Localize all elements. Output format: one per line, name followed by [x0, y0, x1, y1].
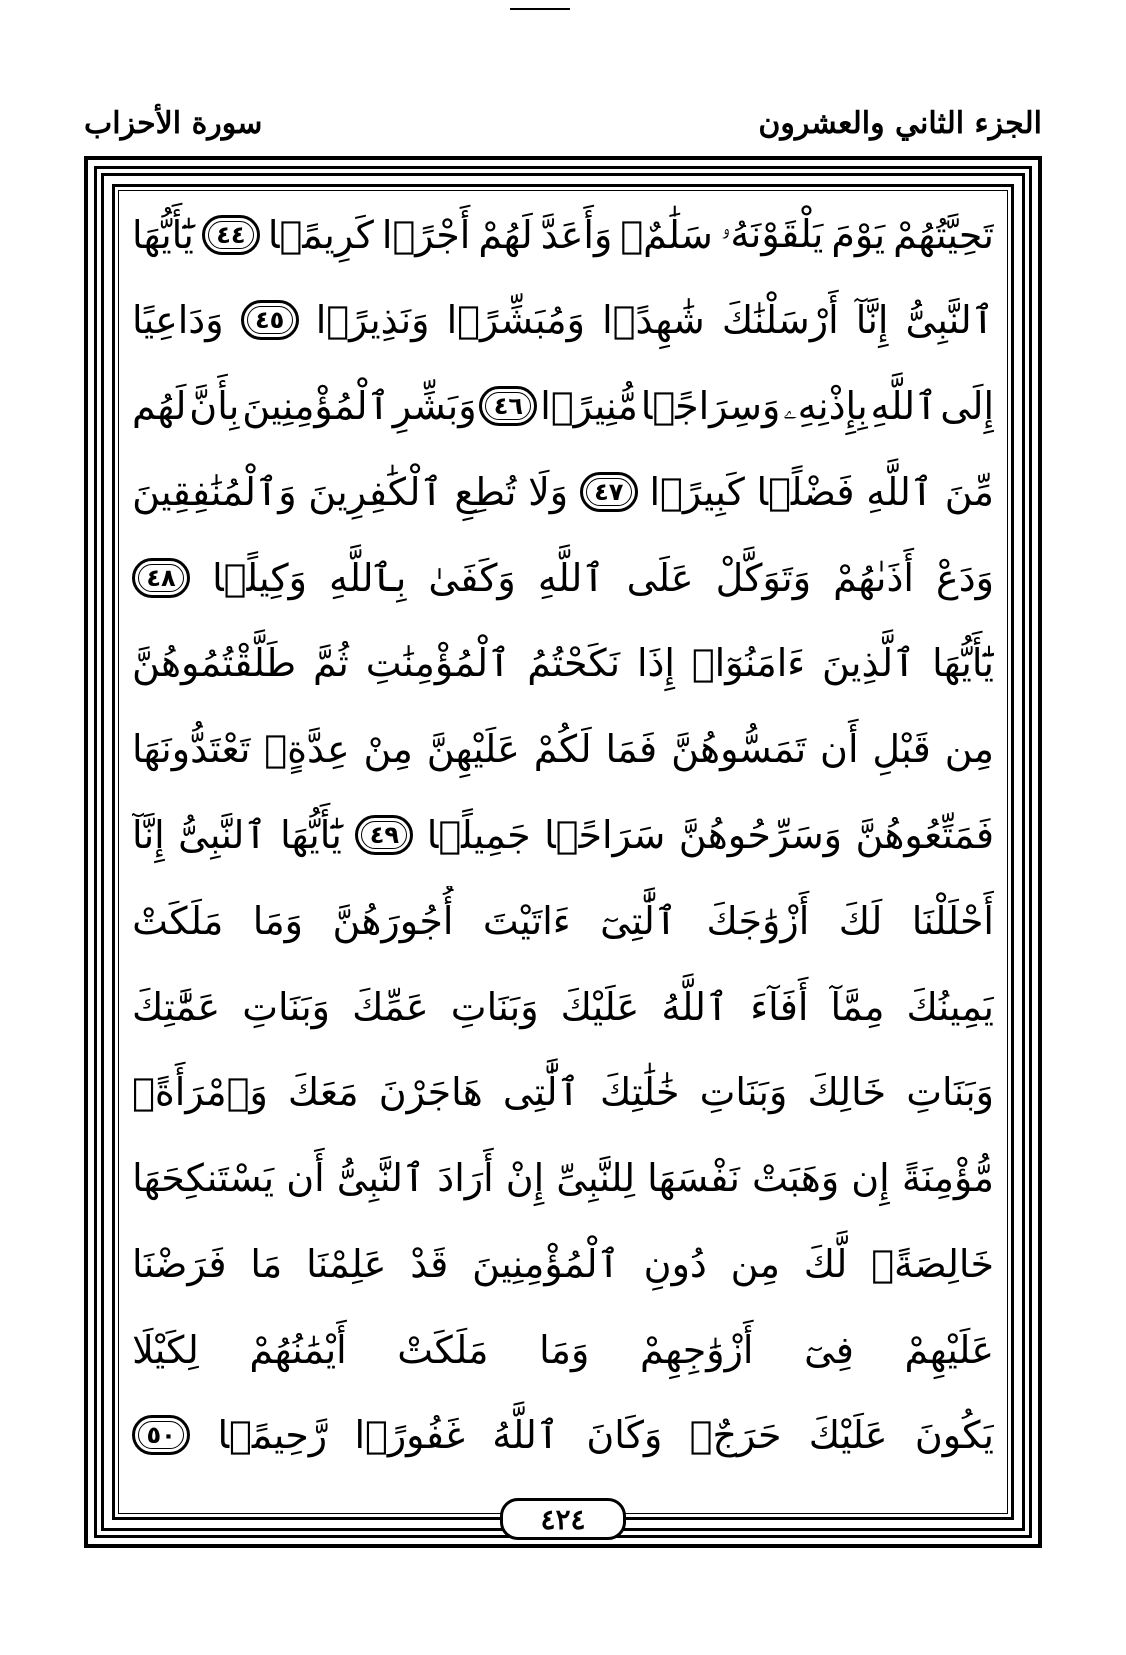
word: عَلَيْهِنَّ — [426, 727, 520, 772]
word: ٱلنَّبِىُّ — [178, 812, 267, 857]
word: يَٰٓأَيُّهَا — [280, 812, 342, 857]
word: وَمَا — [252, 898, 304, 943]
word: فَرَضْنَا — [132, 1241, 227, 1286]
word: ٱلَّٰتِى — [502, 1070, 580, 1115]
word: هَاجَرْنَ — [378, 1070, 483, 1115]
word: وَدَعْ — [936, 555, 994, 600]
word: ٱلنَّبِىُّ — [336, 1156, 426, 1201]
word: إِنْ — [505, 1156, 545, 1201]
word: جَمِيلًۭا — [426, 812, 531, 857]
word: فَضْلًۭا — [756, 469, 855, 514]
word: يَمِينُكَ — [906, 984, 994, 1029]
word: ٱلْمُؤْمِنَٰتِ — [365, 641, 511, 686]
ayah-number-marker: ٤٩ — [355, 815, 413, 855]
ayah-number-marker: ٤٧ — [580, 472, 638, 512]
word: أَيْمَٰنُهُمْ — [249, 1327, 347, 1372]
text-line — [132, 886, 994, 955]
word: عَلَيْكَ — [808, 1413, 888, 1458]
word: أَزْوَٰجِهِمْ — [639, 1327, 754, 1372]
word: بِإِذْنِهِۦ — [783, 383, 868, 428]
word: تَحِيَّتُهُمْ — [893, 212, 994, 257]
word: مِنْ — [363, 727, 413, 772]
word: لَكَ — [838, 898, 883, 943]
word: إِلَى — [940, 384, 994, 429]
word: أَفَآءَ — [750, 984, 809, 1029]
word: ٱللَّهُ — [492, 1413, 560, 1458]
word: وَهَبَتْ — [752, 1156, 840, 1201]
text-line — [132, 1058, 994, 1127]
word: مِمَّآ — [830, 984, 885, 1029]
word: ثُمَّ — [313, 641, 349, 686]
word: أَزْوَٰجَكَ — [706, 898, 810, 943]
word: عَلِمْنَا — [306, 1241, 387, 1286]
word: خَٰلَٰتِكَ — [599, 1070, 680, 1115]
word: إِن — [851, 1156, 890, 1201]
ayah-number-marker: ٤٤ — [202, 215, 260, 255]
word: مَلَكَتْ — [132, 898, 224, 943]
word: إِذَا — [636, 641, 675, 686]
ayah-number-marker: ٥٠ — [132, 1415, 190, 1455]
word: ءَاتَيْتَ — [482, 898, 571, 943]
word: مُّؤْمِنَةً — [901, 1156, 994, 1201]
word: أَرَادَ — [437, 1156, 494, 1201]
word: لَكُمْ — [533, 727, 592, 772]
word: ٱللَّهِ — [866, 469, 934, 514]
word: وَتَوَكَّلْ — [715, 555, 812, 600]
word: وَأَعَدَّ — [540, 212, 613, 257]
quran-text-block — [132, 200, 994, 1470]
word: مَعَكَ — [287, 1070, 359, 1115]
word: أَذَىٰهُمْ — [833, 555, 914, 600]
top-rule — [510, 8, 570, 10]
word: يَكُونَ — [914, 1413, 994, 1458]
word: لِكَيْلَا — [132, 1327, 199, 1372]
word: سَلَٰمٌۭ — [620, 212, 713, 257]
word: وَبَنَاتِ — [699, 1070, 788, 1115]
word: لِلنَّبِىِّ — [556, 1156, 636, 1201]
word: أَن — [820, 727, 859, 772]
word: ٱلْمُؤْمِنِينَ — [472, 1241, 620, 1286]
word: وَبَنَاتِ — [450, 984, 539, 1029]
word: وَسِرَاجًۭا — [640, 384, 781, 429]
word: دُونِ — [643, 1241, 707, 1286]
word: وَمُبَشِّرًۭا — [446, 298, 586, 343]
word: نَكَحْتُمُ — [527, 641, 621, 686]
word: رَّحِيمًۭا — [217, 1413, 328, 1458]
word: مِّنَ — [944, 469, 994, 514]
word: يَلْقَوْنَهُۥ — [720, 212, 824, 256]
word: قَبْلِ — [872, 727, 931, 772]
word: وَمَا — [539, 1327, 590, 1372]
word: فَمَا — [605, 727, 658, 772]
word: سَرَاحًۭا — [544, 812, 666, 857]
page-header — [84, 100, 1042, 150]
word: إِنَّآ — [855, 298, 889, 343]
text-line — [132, 715, 994, 784]
text-line — [132, 1144, 994, 1213]
word: أَحْلَلْنَا — [911, 898, 994, 943]
word: شَٰهِدًۭا — [602, 298, 705, 343]
ayah-number-marker: ٤٥ — [241, 300, 299, 340]
word: عَمَّٰتِكَ — [132, 984, 221, 1029]
word: أَجْرًۭا — [381, 212, 471, 257]
word: يَسْتَنكِحَهَا — [132, 1156, 275, 1201]
word: أَرْسَلْنَٰكَ — [721, 298, 839, 343]
word: مِن — [944, 727, 994, 772]
word: كَرِيمًۭا — [267, 212, 374, 257]
word: ٱللَّهُ — [661, 984, 729, 1029]
word: تَعْتَدُّونَهَا — [132, 727, 251, 772]
word: ٱلَّذِينَ — [822, 641, 916, 686]
word: يَوْمَ — [831, 212, 886, 257]
text-line — [132, 286, 994, 355]
text-line — [132, 543, 994, 612]
word: وَٱلْمُنَٰفِقِينَ — [132, 469, 297, 514]
word: تُطِعِ — [454, 469, 517, 514]
text-line — [132, 1401, 994, 1470]
word: يَٰٓأَيُّهَا — [932, 641, 994, 686]
text-line — [132, 800, 994, 869]
word: تَمَسُّوهُنَّ — [671, 727, 807, 772]
word: فِىٓ — [804, 1327, 854, 1372]
text-line — [132, 1315, 994, 1384]
word: عَلَيْهِمْ — [904, 1327, 994, 1372]
word: خَالِصَةًۭ — [871, 1241, 994, 1286]
word: مِن — [730, 1241, 780, 1286]
word: وَبَنَاتِ — [242, 984, 330, 1029]
word: طَلَّقْتُمُوهُنَّ — [132, 641, 297, 686]
word: أَن — [286, 1156, 325, 1201]
text-line — [132, 200, 994, 269]
word: وَبَشِّرِ — [392, 384, 477, 429]
word: ٱلنَّبِىُّ — [905, 298, 994, 343]
word: ٱلْمُؤْمِنِينَ — [242, 384, 390, 429]
word: ٱللَّهِ — [537, 555, 605, 600]
word: كَبِيرًۭا — [649, 469, 745, 514]
decorative-frame — [84, 156, 1042, 1548]
word: لَهُمْ — [478, 212, 533, 257]
word: ٱلْكَٰفِرِينَ — [308, 469, 443, 514]
word: وَبَنَاتِ — [906, 1070, 994, 1115]
word: مَلَكَتْ — [397, 1327, 489, 1372]
word: وَدَاعِيًا — [132, 298, 224, 343]
word: إِنَّآ — [132, 812, 165, 857]
text-line — [132, 1229, 994, 1298]
word: فَمَتِّعُوهُنَّ — [855, 812, 994, 857]
word: مُّنِيرًۭا — [540, 384, 638, 429]
word: ٱللَّهِ — [870, 384, 938, 429]
page-number: ٤٢٤ — [500, 1498, 626, 1540]
text-line — [132, 629, 994, 698]
word: بِٱللَّهِ — [329, 555, 407, 600]
word: عَمِّكَ — [352, 984, 429, 1029]
word: حَرَجٌۭ — [689, 1413, 782, 1458]
text-line — [132, 457, 994, 526]
word: وَكَانَ — [586, 1413, 663, 1458]
word: وَنَذِيرًۭا — [315, 298, 430, 343]
word: خَالِكَ — [807, 1070, 887, 1115]
word: ءَامَنُوٓا۟ — [691, 641, 806, 686]
word: عِدَّةٍۢ — [264, 727, 350, 772]
juz-title: الجزء الثاني والعشرون — [758, 106, 1042, 141]
word: وَسَرِّحُوهُنَّ — [678, 812, 843, 857]
word: وَكِيلًۭا — [212, 555, 307, 600]
word: وَكَفَىٰ — [428, 555, 516, 600]
word: لَهُم — [132, 384, 187, 429]
word: ٱلَّٰتِىٓ — [600, 898, 678, 943]
word: وَلَا — [528, 469, 569, 514]
word: غَفُورًۭا — [354, 1413, 465, 1458]
word: أُجُورَهُنَّ — [332, 898, 454, 943]
word: قَدْ — [410, 1241, 449, 1286]
text-line — [132, 972, 994, 1041]
surah-title: سورة الأحزاب — [84, 106, 263, 141]
word: نَفْسَهَا — [647, 1156, 740, 1201]
word: عَلَيْكَ — [560, 984, 640, 1029]
word: وَٱمْرَأَةًۭ — [132, 1070, 268, 1115]
word: بِأَنَّ — [189, 384, 240, 429]
word: مَا — [250, 1241, 283, 1286]
word: لَّكَ — [803, 1241, 848, 1286]
word: عَلَى — [626, 555, 694, 600]
ayah-number-marker: ٤٨ — [132, 558, 190, 598]
text-line — [132, 372, 994, 441]
word: يَٰٓأَيُّهَا — [132, 212, 194, 257]
ayah-number-marker: ٤٦ — [479, 386, 537, 426]
